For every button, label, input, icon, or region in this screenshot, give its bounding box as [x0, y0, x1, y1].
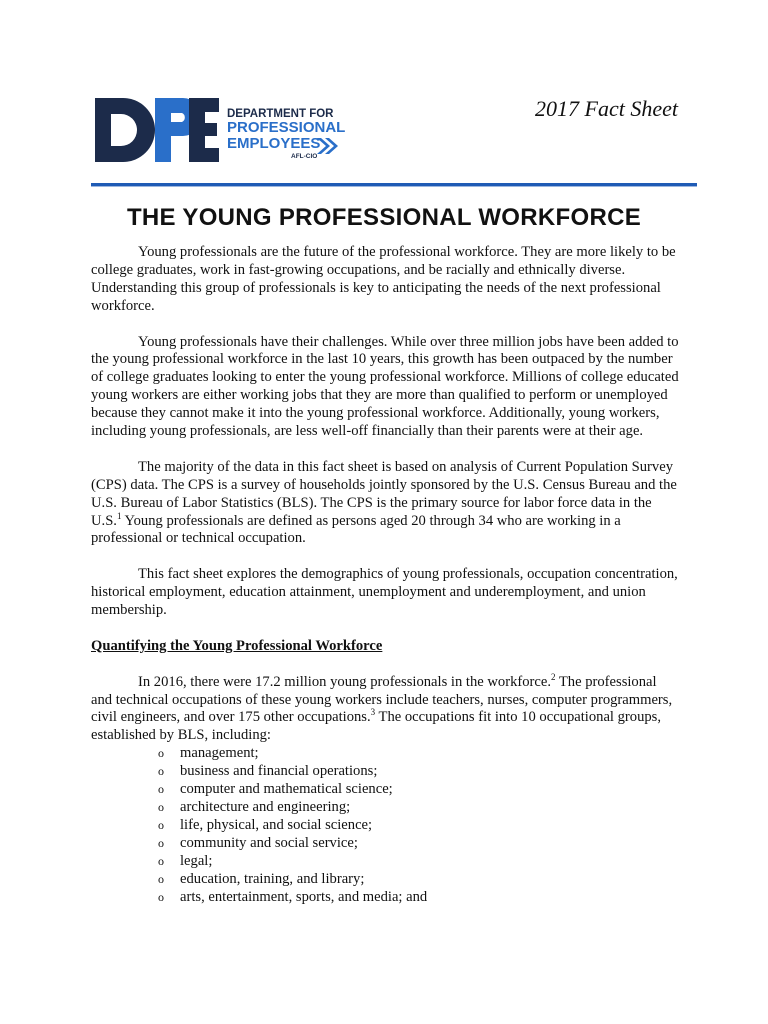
data-source-paragraph: The majority of the data in this fact sheet is based on analysis of Current Population Survey (CPS) data. The CPS is a survey of households jointly sponsored by the U.S. Census Bureau and the U.S. Bureau of Labor Statistics (BLS). The CPS is the primary source for labor force data in the U.S.$^1$ Young professionals are defined as persons aged 20 through 34 who are working in a professional or technical occupation. — [91, 458, 677, 547]
footnote-3[interactable]: 3 — [370, 707, 376, 718]
quantifying-paragraph: In 2016, there were 17.2 million young professionals in the workforce.$^2$ The professional and technical occupations of these young workers include teachers, nurses, computer programmers, civil engineers, and over 175 other occupations.$^3$ The occupations fit into 10 occupational groups, established by BLS, including: — [91, 671, 673, 744]
list-item: o computer and mathematical science; — [91, 781, 681, 799]
footnote-2[interactable]: 2 — [551, 671, 556, 682]
list-item: o legal; — [91, 853, 681, 871]
list-item: o architecture and engineering; — [91, 799, 681, 817]
list-item: o community and social service; — [91, 835, 681, 853]
list-item: o management; — [91, 745, 681, 763]
svg-text:AFL-CIO: AFL-CIO — [291, 153, 318, 160]
section-heading: Quantifying the Young Professional Workforce — [91, 637, 383, 654]
header-divider-shadow — [91, 186, 697, 187]
scope-paragraph: This fact sheet explores the demographics of young professionals, occupation concentration, historical employment, education attainment, unemployment and underemployment, and union membership. — [91, 566, 678, 619]
page-title: THE YOUNG PROFESSIONAL WORKFORCE — [126, 204, 642, 231]
list-item: o arts, entertainment, sports, and media; and — [91, 889, 681, 907]
list-item: o life, physical, and social science; — [91, 817, 681, 835]
occupation-list — [91, 745, 681, 906]
list-item: o business and financial operations; — [91, 763, 681, 781]
svg-text:DEPARTMENT FOR: DEPARTMENT FOR — [227, 108, 334, 120]
challenges-paragraph: Young professionals have their challenges. While over three million jobs have been added to the young professional workforce in the last 10 years, this growth has been outpaced by the number of college graduates looking to enter the young professional workforce. Millions of college educated young workers are either working jobs that they are more than qualified to perform or unemployed because they cannot make it into the young professional workforce. Additionally, young workers, including young professionals, are less well-off financially than their parents were at their age. — [91, 333, 679, 440]
dpe-logo — [93, 96, 353, 166]
svg-text:EMPLOYEES: EMPLOYEES — [227, 135, 321, 152]
document-body — [91, 244, 681, 906]
footnote-1[interactable]: 1 — [116, 510, 122, 521]
dpe-logo-graphic — [93, 96, 353, 166]
list-item: o education, training, and library; — [91, 871, 681, 889]
fact-sheet-label: 2017 Fact Sheet — [535, 96, 678, 121]
svg-text:PROFESSIONAL: PROFESSIONAL — [227, 119, 346, 136]
intro-paragraph: Young professionals are the future of the professional workforce. They are more likely to be college graduates, work in fast-growing occupations, and be racially and ethnically diverse. Understanding this group of professionals is key to anticipating the needs of the next professional workforce. — [91, 244, 676, 314]
